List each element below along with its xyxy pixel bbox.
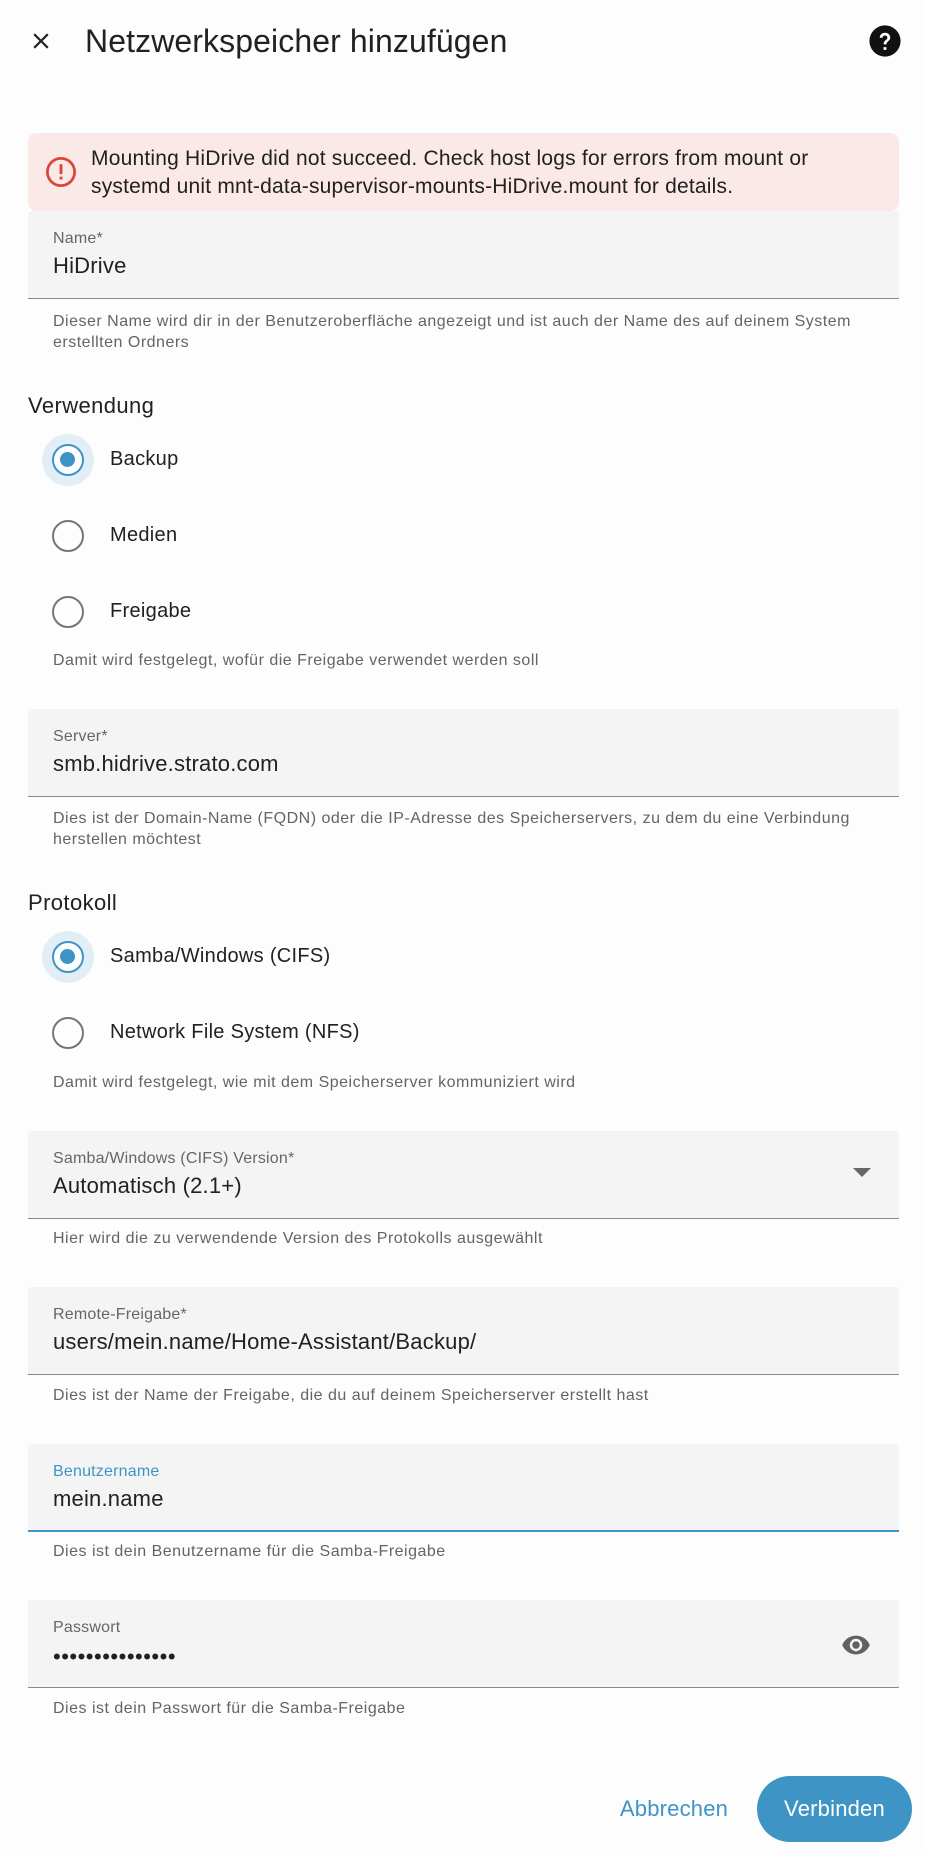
help-circle-icon xyxy=(868,24,902,58)
radio-button[interactable] xyxy=(52,444,84,476)
server-field[interactable] xyxy=(28,709,899,797)
radio-label: Network File System (NFS) xyxy=(110,1021,360,1043)
username-label: Benutzername xyxy=(53,1463,160,1480)
remote-share-field[interactable] xyxy=(28,1287,899,1375)
error-alert-message: Mounting HiDrive did not succeed. Check host logs for errors from mount or systemd unit mnt-data-supervisor-mounts-HiDrive.mount for details. xyxy=(91,147,809,198)
usage-helper: Damit wird festgelegt, wofür die Freigabe verwendet werden soll xyxy=(53,652,539,669)
eye-icon xyxy=(839,1630,873,1660)
name-field-label: Name* xyxy=(53,230,103,247)
dialog-title: Netzwerkspeicher hinzufügen xyxy=(85,23,508,59)
server-field-helper: Dies ist der Domain-Name (FQDN) oder die IP-Adresse des Speicherservers, zu dem du eine Verbindung herstellen möchtest xyxy=(53,810,850,848)
close-icon xyxy=(28,28,54,54)
protocol-helper: Damit wird festgelegt, wie mit dem Speicherserver kommuniziert wird xyxy=(53,1074,576,1091)
alert-circle-outline-icon xyxy=(44,155,78,189)
close-button[interactable] xyxy=(20,20,62,62)
password-label: Passwort xyxy=(53,1619,121,1636)
remote-share-label: Remote-Freigabe* xyxy=(53,1306,187,1323)
connect-button[interactable]: Verbinden xyxy=(757,1776,912,1842)
protocol-section-title: Protokoll xyxy=(28,890,118,915)
radio-label: Samba/Windows (CIFS) xyxy=(110,945,331,967)
usage-section-title: Verwendung xyxy=(28,393,155,418)
username-value: mein.name xyxy=(53,1486,164,1511)
server-field-value: smb.hidrive.strato.com xyxy=(53,751,279,776)
password-visibility-toggle[interactable] xyxy=(839,1630,873,1660)
name-field-value: HiDrive xyxy=(53,253,127,278)
radio-label: Backup xyxy=(110,448,179,470)
password-value: ••••••••••••••• xyxy=(53,1644,177,1669)
cifs-version-label: Samba/Windows (CIFS) Version* xyxy=(53,1150,295,1167)
dialog-header xyxy=(0,0,926,82)
cifs-version-select[interactable] xyxy=(28,1131,899,1219)
help-button[interactable] xyxy=(866,22,904,60)
remote-share-value: users/mein.name/Home-Assistant/Backup/ xyxy=(53,1329,477,1354)
radio-usage-share[interactable] xyxy=(28,582,628,642)
password-helper: Dies ist dein Passwort für die Samba-Freigabe xyxy=(53,1700,406,1717)
username-helper: Dies ist dein Benutzername für die Samba-Freigabe xyxy=(53,1543,446,1560)
radio-button[interactable] xyxy=(52,596,84,628)
username-field[interactable] xyxy=(28,1444,899,1532)
radio-label: Medien xyxy=(110,524,178,546)
cifs-version-value: Automatisch (2.1+) xyxy=(53,1173,242,1198)
radio-protocol-nfs[interactable] xyxy=(28,1003,628,1063)
server-field-label: Server* xyxy=(53,728,108,745)
name-field-helper: Dieser Name wird dir in der Benutzeroberfläche angezeigt und ist auch der Name des auf deinem System erstellten Ordners xyxy=(53,313,851,351)
menu-down-icon xyxy=(853,1168,871,1177)
radio-label: Freigabe xyxy=(110,600,192,622)
cancel-button[interactable]: Abbrechen xyxy=(619,1796,729,1821)
cifs-version-helper: Hier wird die zu verwendende Version des Protokolls ausgewählt xyxy=(53,1230,543,1247)
name-field[interactable] xyxy=(28,211,899,299)
radio-usage-backup[interactable] xyxy=(28,430,628,490)
radio-protocol-cifs[interactable] xyxy=(28,927,628,987)
remote-share-helper: Dies ist der Name der Freigabe, die du auf deinem Speicherserver erstellt hast xyxy=(53,1387,649,1404)
radio-button[interactable] xyxy=(52,520,84,552)
error-alert xyxy=(28,133,899,211)
radio-button[interactable] xyxy=(52,1017,84,1049)
radio-button[interactable] xyxy=(52,941,84,973)
radio-usage-media[interactable] xyxy=(28,506,628,566)
password-field[interactable] xyxy=(28,1600,899,1688)
